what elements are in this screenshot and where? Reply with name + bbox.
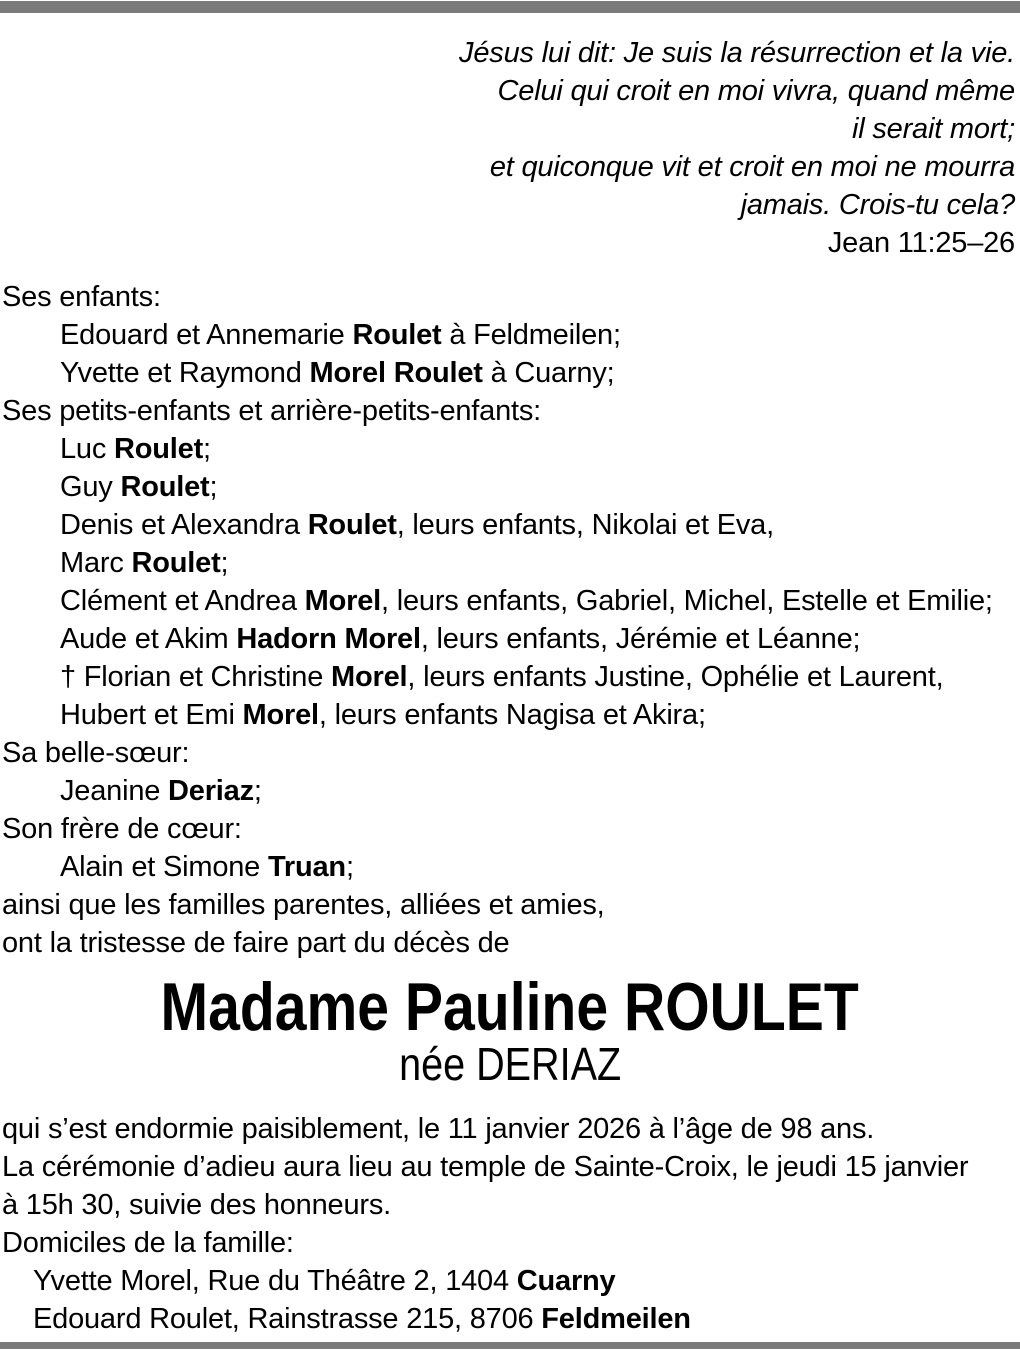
- family-line: ont la tristesse de faire part du décès de: [2, 927, 510, 959]
- family-line: Denis et Alexandra Roulet, leurs enfants, Nikolai et Eva,: [60, 509, 774, 541]
- address-line: Yvette Morel, Rue du Théâtre 2, 1404 Cuarny: [33, 1265, 616, 1297]
- family-line: Guy Roulet;: [60, 471, 218, 503]
- quote-line: il serait mort;: [852, 113, 1015, 145]
- family-line: ainsi que les familles parentes, alliées et amies,: [2, 889, 605, 921]
- family-line: Luc Roulet;: [60, 433, 211, 465]
- ceremony-info-line1: La cérémonie d’adieu aura lieu au temple de Sainte-Croix, le jeudi 15 janvier: [2, 1151, 969, 1183]
- announcement: [0, 1110, 1020, 1338]
- quote-line: Jésus lui dit: Je suis la résurrection et la vie.: [459, 37, 1015, 69]
- address-line: Edouard Roulet, Rainstrasse 215, 8706 Feldmeilen: [33, 1303, 691, 1335]
- quote-line: Celui qui croit en moi vivra, quand même: [497, 75, 1015, 107]
- ceremony-info-line2: à 15h 30, suivie des honneurs.: [2, 1189, 391, 1221]
- family-line: Alain et Simone Truan;: [60, 851, 354, 883]
- bottom-border-bar: [0, 1342, 1020, 1349]
- family-line: Marc Roulet;: [60, 547, 229, 579]
- quote-line: et quiconque vit et croit en moi ne mourra: [489, 151, 1015, 183]
- quote-line: jamais. Crois-tu cela?: [740, 189, 1015, 221]
- bible-quote: [0, 34, 1020, 262]
- quote-reference: Jean 11:25–26: [827, 227, 1015, 259]
- family-line: Ses enfants:: [2, 281, 161, 313]
- family-line: Clément et Andrea Morel, leurs enfants, Gabriel, Michel, Estelle et Emilie;: [60, 585, 993, 617]
- deceased-name: Madame Pauline ROULET: [160, 969, 860, 1045]
- family-line: Yvette et Raymond Morel Roulet à Cuarny;: [60, 357, 615, 389]
- family-homes-label: Domiciles de la famille:: [2, 1227, 294, 1259]
- family-line: Jeanine Deriaz;: [60, 775, 262, 807]
- family-line: Son frère de cœur:: [2, 813, 242, 845]
- family-line: Ses petits-enfants et arrière-petits-enfants:: [2, 395, 542, 427]
- family-line: Hubert et Emi Morel, leurs enfants Nagisa et Akira;: [60, 699, 706, 731]
- death-statement: qui s’est endormie paisiblement, le 11 janvier 2026 à l’âge de 98 ans.: [2, 1113, 875, 1145]
- family-line: Aude et Akim Hadorn Morel, leurs enfants, Jérémie et Léanne;: [60, 623, 861, 655]
- family-line: Edouard et Annemarie Roulet à Feldmeilen;: [60, 319, 621, 351]
- maiden-name: née DERIAZ: [398, 1038, 622, 1090]
- top-border-bar: [0, 1, 1020, 13]
- obituary-notice: [0, 13, 1020, 1338]
- family-line: † Florian et Christine Morel, leurs enfants Justine, Ophélie et Laurent,: [60, 661, 944, 693]
- family-list: [0, 278, 1020, 962]
- family-line: Sa belle-sœur:: [2, 737, 190, 769]
